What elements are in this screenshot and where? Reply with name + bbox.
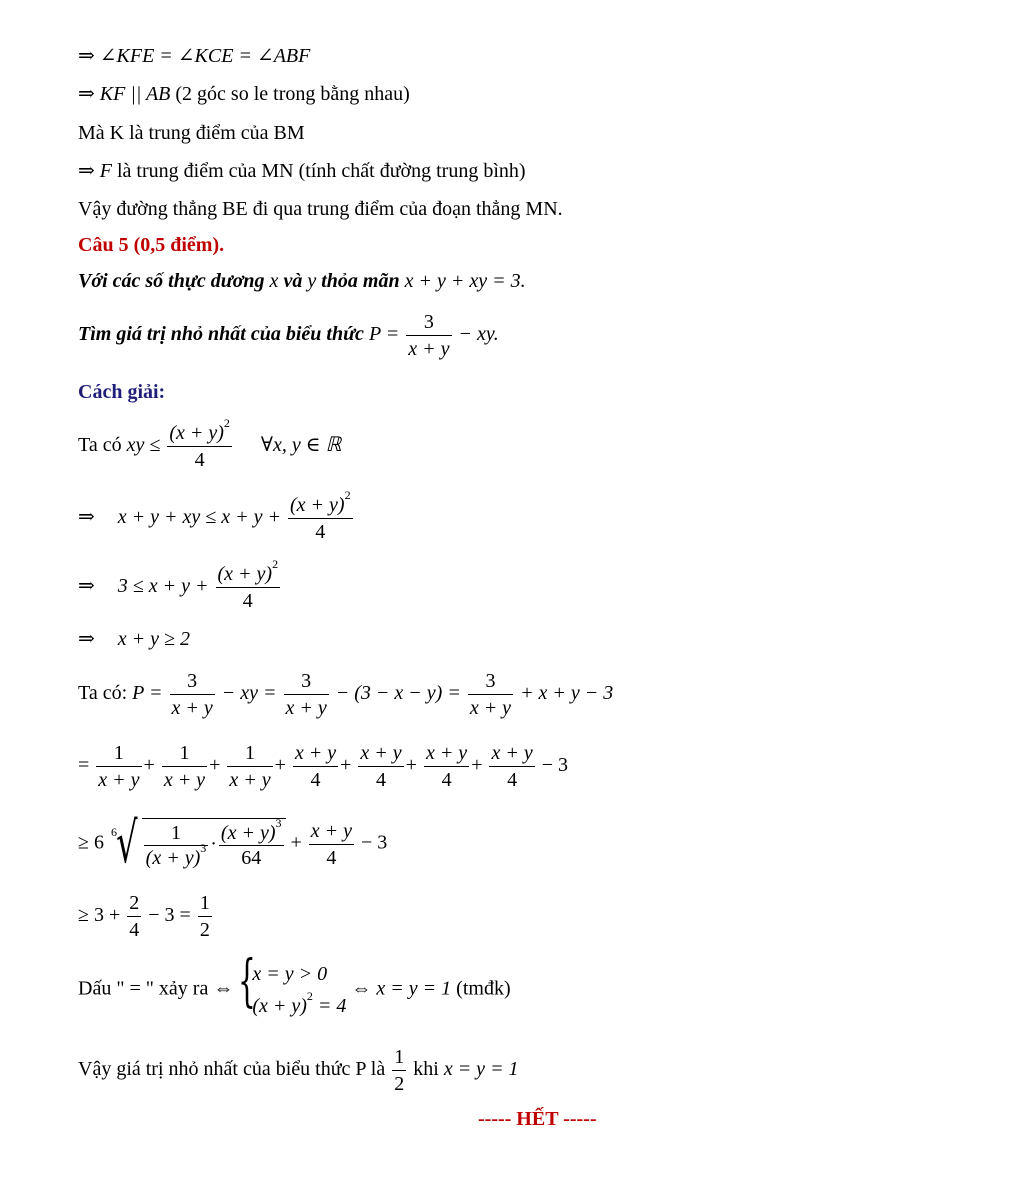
expr-tail: − 3 [541, 754, 568, 777]
p-lhs: P = [368, 323, 400, 346]
step-4 [78, 627, 190, 651]
statement-text: Tìm giá trị nhỏ nhất của biểu thức [78, 323, 364, 346]
numerator: $(x + y)^2$ [216, 561, 281, 588]
fraction [288, 488, 353, 545]
numerator: 3 [284, 668, 329, 695]
denominator: x + y [163, 769, 206, 791]
step-6: = $\frac{1}{x + y}$ + $\frac{1}{x + y}$ + $\frac{1}{x + y}$ + $\frac{x + y}{4}$ + $\frac{x + y}{4}$ + $\frac{x + y}{4}$ + $\frac{x + y}{4}$ − 3 [78, 742, 568, 791]
expr-part: − (3 − x − y) = [335, 682, 461, 705]
brace-symbol: { [238, 949, 257, 1014]
denominator: 2 [394, 1073, 405, 1095]
denominator: 64 [241, 847, 262, 869]
question-statement-2 [78, 309, 499, 362]
parallel-statement: KF || AB [99, 83, 171, 105]
expr-part: − 3 = [148, 904, 191, 927]
step-prefix: Ta có [78, 434, 122, 457]
condition-note: (tmđk) [456, 977, 511, 1000]
fraction [219, 816, 284, 870]
condition-equation: x + y + xy = 3. [404, 270, 526, 292]
implies-symbol: ⇒ [78, 83, 95, 105]
end-marker: ----- HẾT ----- [478, 1108, 597, 1130]
numerator: $(x + y)^2$ [288, 492, 353, 519]
implies-symbol: ⇒ [78, 506, 95, 529]
inequality-lhs: x + y + xy ≤ x + y + [117, 506, 281, 529]
numerator: 1 [198, 890, 212, 917]
statement-and: và [283, 270, 303, 292]
equation-system [238, 949, 347, 1022]
forall-clause: ∀x, y ∈ ℝ [260, 434, 342, 457]
denominator: 4 [315, 521, 326, 543]
denominator: 2 [199, 919, 210, 941]
numerator: 1 [227, 740, 272, 767]
question-title: Câu 5 (0,5 điểm). [78, 234, 225, 256]
fraction [406, 309, 451, 362]
expr-part: ≥ 3 + [78, 904, 121, 927]
p-tail: − xy. [458, 323, 499, 346]
denominator: x + y [171, 697, 213, 719]
fraction [424, 740, 469, 793]
fraction [468, 668, 513, 721]
fraction [127, 890, 141, 943]
step-prefix: Ta có: [78, 682, 128, 705]
fraction [170, 668, 215, 721]
numerator: 1 [144, 821, 209, 846]
inequality-lhs: 3 ≤ x + y + [117, 575, 209, 598]
fraction [167, 416, 232, 473]
denominator: 4 [194, 449, 205, 471]
solution-equality: ⇔ x = y = 1 [351, 977, 452, 1000]
line-angle-equality: ⇒ ∠KFE = ∠KCE = ∠ABF [78, 45, 311, 67]
question-statement-1 [78, 269, 526, 293]
p-lhs: P = [132, 682, 163, 705]
fraction [144, 821, 209, 870]
line-conclusion: Vậy đường thẳng BE đi qua trung điểm của đoạn thẳng MN. [78, 198, 563, 220]
fraction [358, 740, 403, 793]
numerator: 1 [392, 1044, 406, 1071]
implies-symbol: ⇒ [78, 628, 95, 650]
line-midpoint-k: Mà K là trung điểm của BM [78, 122, 305, 144]
fraction [96, 740, 141, 793]
numerator: 3 [406, 309, 451, 336]
numerator: x + y [424, 740, 469, 767]
system-row-1: x = y > 0 [252, 963, 328, 985]
fraction [284, 668, 329, 721]
step-8 [78, 890, 214, 943]
denominator: 4 [441, 769, 452, 791]
fraction [227, 740, 272, 793]
point-f: F [99, 160, 112, 182]
equals-sign: = [78, 754, 90, 777]
radical-sign: √ [116, 811, 138, 876]
denominator: 4 [310, 769, 321, 791]
numerator: x + y [489, 740, 534, 767]
denominator: 4 [242, 590, 253, 612]
denominator: 4 [376, 769, 387, 791]
numerator: 1 [162, 740, 207, 767]
inequality-lhs: xy ≤ [126, 434, 161, 457]
denominator: x + y [98, 769, 140, 791]
step-3 [78, 557, 282, 614]
step-5 [78, 668, 613, 721]
numerator: 1 [96, 740, 141, 767]
answer-text: Vậy giá trị nhỏ nhất của biểu thức P là [78, 1058, 386, 1081]
equality-case-text: Dấu " = " xảy ra ⇔ [78, 977, 234, 1000]
numerator: 3 [170, 668, 215, 695]
statement-text: Với các số thực dương [78, 270, 265, 292]
radicand: $\frac{1}{(x + y)^3}$ · $\frac{(x + y)^3}{64}$ [142, 818, 286, 870]
denominator: x + y [408, 338, 450, 360]
fraction [293, 740, 338, 793]
midpoint-f-text: là trung điểm của MN (tính chất đường trung bình) [116, 160, 526, 182]
implies-symbol: ⇒ [78, 160, 95, 182]
denominator: $(x + y)^3$ [145, 841, 207, 869]
root-index: 6 [110, 825, 117, 839]
fraction [309, 818, 354, 871]
denominator: 4 [326, 846, 337, 869]
numerator: 2 [127, 890, 141, 917]
step-2 [78, 488, 355, 545]
expr-tail: + x + y − 3 [520, 682, 614, 705]
step-7: ≥ 6 6 √ $\frac{1}{(x + y)^3}$ · $\frac{(x + y)^3}{64}$ + $\frac{x + y}{4}$ − 3 [78, 811, 388, 876]
numerator: x + y [358, 740, 403, 767]
numerator: $(x + y)^3$ [220, 816, 282, 844]
line-parallel [78, 82, 410, 106]
ge-coef: ≥ 6 [78, 831, 104, 854]
answer-equation: x = y = 1 [443, 1058, 519, 1081]
fraction [489, 740, 534, 793]
sum-bound: x + y ≥ 2 [117, 628, 190, 650]
denominator: 4 [129, 919, 140, 941]
statement-cond: thỏa mãn [321, 270, 400, 292]
parallel-reason: (2 góc so le trong bằng nhau) [175, 83, 410, 105]
numerator: x + y [309, 818, 354, 845]
system-row-2: $(x + y)^2 = 4$ [252, 989, 347, 1017]
var-y: y [307, 270, 317, 292]
solution-heading: Cách giải: [78, 381, 166, 403]
denominator: x + y [469, 697, 512, 719]
implies-symbol: ⇒ [78, 575, 95, 598]
numerator: x + y [293, 740, 338, 767]
numerator: $(x + y)^2$ [167, 420, 232, 447]
denominator: x + y [285, 697, 327, 719]
var-x: x [269, 270, 279, 292]
line-midpoint-f [78, 159, 526, 183]
final-answer [78, 1044, 519, 1097]
fraction [162, 740, 207, 793]
answer-when: khi [413, 1058, 439, 1081]
fraction [198, 890, 212, 943]
step-1 [78, 416, 342, 473]
expr-part: − xy = [221, 682, 277, 705]
denominator: x + y [229, 769, 271, 791]
numerator: 3 [468, 668, 513, 695]
fraction [392, 1044, 406, 1097]
denominator: 4 [507, 769, 518, 791]
step-9 [78, 949, 511, 1022]
fraction [216, 557, 281, 614]
expr-tail: − 3 [361, 831, 388, 854]
